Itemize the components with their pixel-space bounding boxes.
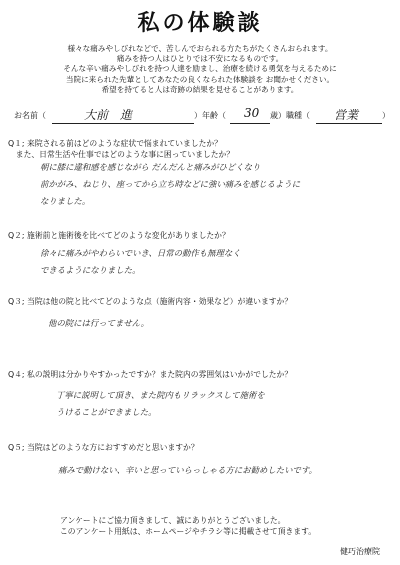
intro-line: 様々な痛みやしびれなどで、苦しんでおられる方たちがたくさんおられます。: [67, 44, 333, 53]
closing-line: このアンケート用紙は、ホームページやチラシ等に掲載させて頂きます。: [60, 527, 317, 536]
answer-5: [58, 462, 400, 479]
job-underline: [316, 123, 382, 124]
name-label: お名前（: [14, 111, 46, 120]
answer-line: 徐々に痛みがやわらいでいき、日常の動作も無理なく: [40, 248, 241, 258]
intro-line: 痛みを持つ人はひとりでは不安になるものです。: [116, 54, 284, 64]
intro-line: 希望を持てると人は奇跡の結果を見せることがあります。: [101, 84, 299, 94]
age-label: ）年齢（: [194, 111, 226, 120]
name-underline: [52, 123, 194, 124]
answer-line: 他の院には行ってません。: [48, 318, 150, 328]
question-3: [8, 297, 393, 308]
intro-line: そんな辛い痛みやしびれを持つ人達を励まし、治療を続ける勇気を与えるために: [63, 64, 337, 74]
answer-3: [48, 315, 393, 332]
clinic-name: 健巧治療院: [340, 547, 380, 556]
question-text: また、日常生活や仕事ではどのような事に困っていましたか？: [8, 149, 235, 159]
question-text: Q５; 当院はどのような方におすすめだと思いますか？: [8, 443, 199, 452]
intro-text: [10, 44, 390, 95]
answer-line: うけることができました。: [56, 407, 157, 417]
answer-line: 朝に膝に違和感を感じながら だんだんと痛みがひどくなり: [40, 162, 261, 172]
answer-2: [40, 245, 385, 279]
profile-row: [14, 108, 390, 126]
job-value: 営業: [334, 108, 359, 122]
question-1: [8, 139, 393, 160]
profile-close: ）: [382, 111, 390, 120]
intro-line: 当院に来られた先輩としてあなたの良くなられた体験談を お聞かせください。: [65, 74, 335, 84]
answer-line: 痛みで動けない、辛いと思っていらっしゃる方にお勧めしたいです。: [58, 465, 317, 475]
answer-line: 前かがみ、ねじり、座ってから立ち時などに強い痛みを感じるように: [40, 179, 301, 189]
answer-line: なりました。: [40, 196, 91, 206]
page-title: 私の体験談: [137, 11, 263, 36]
age-underline: [230, 123, 270, 124]
question-text: Q４; 私の説明は分かりやすかったですか？また院内の雰囲気はいかがでしたか？: [8, 370, 293, 379]
answer-4: [56, 387, 400, 421]
closing-text: [60, 515, 390, 537]
age-value: 30: [244, 106, 260, 120]
question-text: Q３; 当院は他の院と比べてどのような点（施術内容・効果など）が違いますか？: [8, 297, 293, 306]
question-5: [8, 443, 393, 454]
job-label: 歳）職種（: [270, 111, 310, 120]
answer-line: できるようになりました。: [40, 265, 141, 275]
name-value: 大前 進: [84, 108, 133, 122]
question-2: [8, 231, 393, 242]
answer-line: 丁寧に説明して頂き、また院内もリラックスして施術を: [56, 390, 265, 400]
question-text: Q２; 施術前と施術後を比べてどのような変化がありましたか？: [8, 231, 230, 240]
question-4: [8, 370, 393, 381]
answer-1: [40, 159, 385, 210]
question-text: Q１; 来院される前はどのような症状で悩まれていましたか？: [8, 139, 222, 148]
closing-line: アンケートにご協力頂きまして、誠にありがとうございました。: [60, 516, 286, 525]
